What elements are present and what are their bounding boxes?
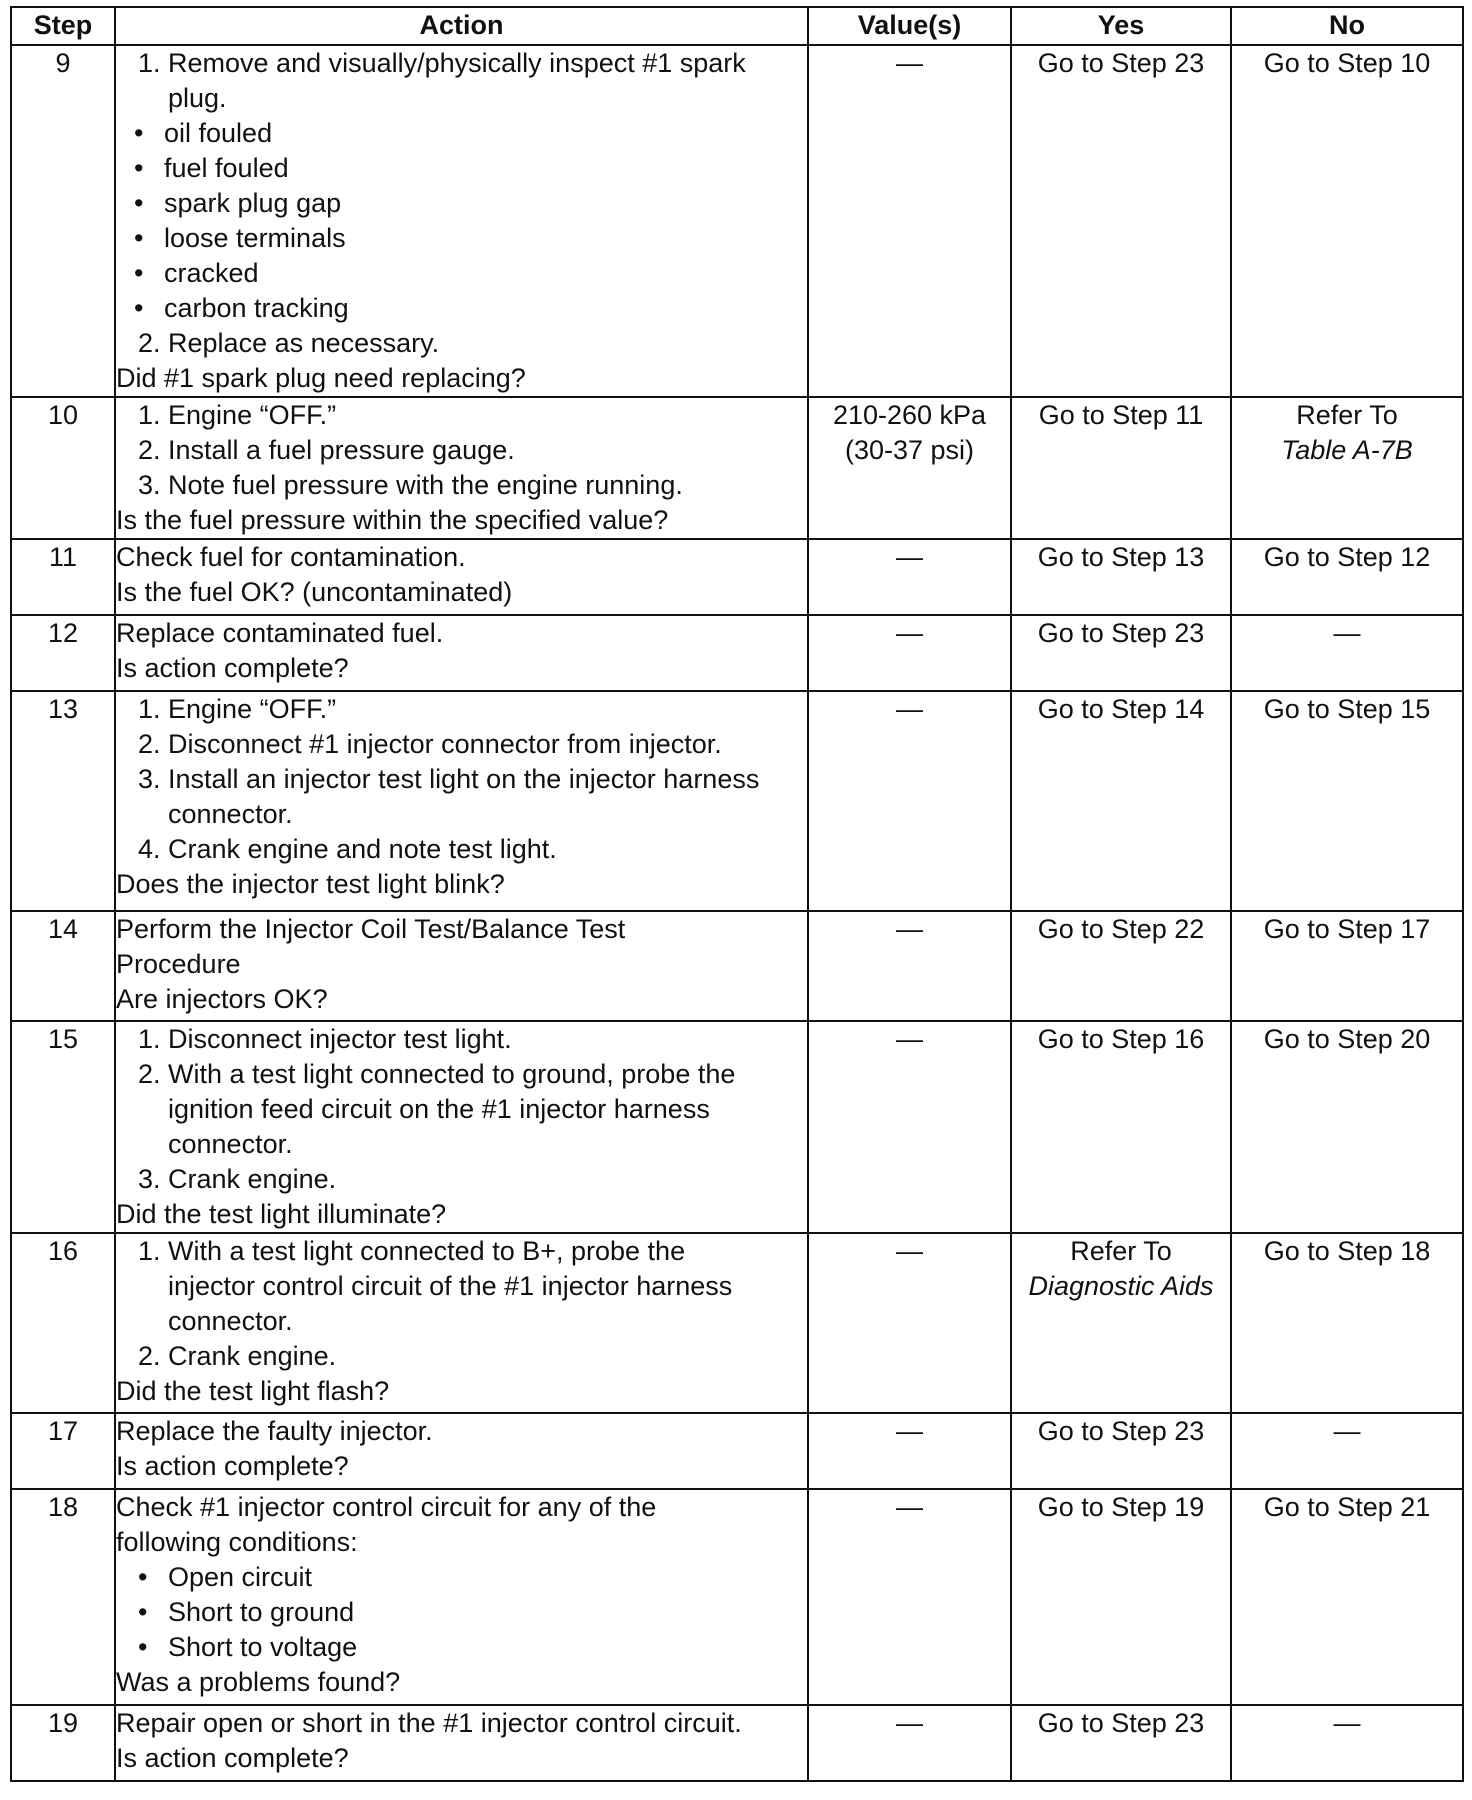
table-reference-link: Table A-7B <box>1281 435 1413 465</box>
table-row-step-17 <box>11 1413 1463 1489</box>
question-text: Was a problems found? <box>116 1667 401 1697</box>
yes-cell: Go to Step 23 <box>1011 615 1231 691</box>
no-cell: Go to Step 15 <box>1231 691 1463 911</box>
action-cell: 1. Engine “OFF.” 2. Install a fuel pressure gauge. 3. Note fuel pressure with the engine running. Is the fuel pressure within the specified value? <box>115 397 808 539</box>
table-row-step-12 <box>11 615 1463 691</box>
step-number: 12 <box>11 615 115 691</box>
table-row-step-18 <box>11 1489 1463 1705</box>
question-text: Did #1 spark plug need replacing? <box>116 363 526 393</box>
action-cell: Perform the Injector Coil Test/Balance Test Procedure Are injectors OK? <box>115 911 808 1021</box>
value-cell: — <box>808 911 1011 1021</box>
yes-cell: Go to Step 16 <box>1011 1021 1231 1233</box>
no-cell: — <box>1231 615 1463 691</box>
action-cell: Replace the faulty injector. Is action complete? <box>115 1413 808 1489</box>
no-cell: Go to Step 21 <box>1231 1489 1463 1705</box>
header-no: No <box>1231 7 1463 45</box>
no-cell: Go to Step 18 <box>1231 1233 1463 1413</box>
question-text: Did the test light illuminate? <box>116 1199 447 1229</box>
step-number: 18 <box>11 1489 115 1705</box>
question-text: Is action complete? <box>116 1451 349 1481</box>
value-cell: — <box>808 539 1011 615</box>
step-number: 19 <box>11 1705 115 1781</box>
no-cell: — <box>1231 1413 1463 1489</box>
bullet-item: • carbon tracking <box>134 293 349 323</box>
value-cell: — <box>808 1705 1011 1781</box>
yes-cell: Go to Step 23 <box>1011 45 1231 397</box>
action-cell: 1. Engine “OFF.” 2. Disconnect #1 injector connector from injector. 3. Install an injector test light on the injector harness connector. 4. Crank engine and note test light. Does the injector test light blink? <box>115 691 808 911</box>
value-cell: 210-260 kPa (30-37 psi) <box>808 397 1011 539</box>
value-cell: — <box>808 1233 1011 1413</box>
value-cell: — <box>808 1413 1011 1489</box>
no-cell: Refer To Table A-7B <box>1231 397 1463 539</box>
question-text: Does the injector test light blink? <box>116 869 505 899</box>
step-number: 14 <box>11 911 115 1021</box>
action-cell: Check #1 injector control circuit for any of the following conditions: • Open circuit • Short to ground • Short to voltage Was a problems found? <box>115 1489 808 1705</box>
bullet-item: • fuel fouled <box>134 153 289 183</box>
step-number: 16 <box>11 1233 115 1413</box>
value-cell: — <box>808 691 1011 911</box>
table-row-step-13 <box>11 691 1463 911</box>
header-values: Value(s) <box>808 7 1011 45</box>
yes-cell: Go to Step 22 <box>1011 911 1231 1021</box>
bullet-item: • oil fouled <box>134 118 273 148</box>
no-cell: — <box>1231 1705 1463 1781</box>
step-number: 9 <box>11 45 115 397</box>
action-cell: 1. Disconnect injector test light. 2. With a test light connected to ground, probe the ignition feed circuit on the #1 injector harness connector. 3. Crank engine. Did the test light illuminate? <box>115 1021 808 1233</box>
diagnostic-table <box>10 6 1464 1782</box>
yes-cell: Refer To Diagnostic Aids <box>1011 1233 1231 1413</box>
yes-cell: Go to Step 23 <box>1011 1705 1231 1781</box>
bullet-item: • Short to voltage <box>138 1632 358 1662</box>
no-cell: Go to Step 12 <box>1231 539 1463 615</box>
action-cell: 1. Remove and visually/physically inspect #1 spark plug. • oil fouled • fuel fouled • spark plug gap • loose terminals • cracked • carbon tracking 2. Replace as necessary. Did #1 spark plug need replacing? <box>115 45 808 397</box>
diagnostic-aids-reference: Diagnostic Aids <box>1028 1271 1214 1301</box>
no-cell: Go to Step 10 <box>1231 45 1463 397</box>
bullet-item: • spark plug gap <box>134 188 342 218</box>
table-row-step-14 <box>11 911 1463 1021</box>
yes-cell: Go to Step 23 <box>1011 1413 1231 1489</box>
question-text: Is the fuel pressure within the specified value? <box>116 505 669 535</box>
bullet-item: • Open circuit <box>138 1562 313 1592</box>
table-row-step-16 <box>11 1233 1463 1413</box>
no-cell: Go to Step 17 <box>1231 911 1463 1021</box>
bullet-item: • Short to ground <box>138 1597 355 1627</box>
question-text: Is the fuel OK? (uncontaminated) <box>116 577 513 607</box>
no-cell: Go to Step 20 <box>1231 1021 1463 1233</box>
table-row-step-10 <box>11 397 1463 539</box>
bullet-item: • loose terminals <box>134 223 346 253</box>
step-number: 10 <box>11 397 115 539</box>
yes-cell: Go to Step 14 <box>1011 691 1231 911</box>
table-row-step-11 <box>11 539 1463 615</box>
value-cell: — <box>808 1489 1011 1705</box>
table-row-step-19 <box>11 1705 1463 1781</box>
action-cell: Repair open or short in the #1 injector control circuit. Is action complete? <box>115 1705 808 1781</box>
yes-cell: Go to Step 13 <box>1011 539 1231 615</box>
yes-cell: Go to Step 11 <box>1011 397 1231 539</box>
header-yes: Yes <box>1011 7 1231 45</box>
table-row-step-9 <box>11 45 1463 397</box>
step-number: 13 <box>11 691 115 911</box>
question-text: Did the test light flash? <box>116 1376 390 1406</box>
step-number: 17 <box>11 1413 115 1489</box>
value-cell: — <box>808 1021 1011 1233</box>
value-cell: — <box>808 45 1011 397</box>
table-row-step-15 <box>11 1021 1463 1233</box>
action-cell: Check fuel for contamination. Is the fuel OK? (uncontaminated) <box>115 539 808 615</box>
yes-cell: Go to Step 19 <box>1011 1489 1231 1705</box>
action-cell: Replace contaminated fuel. Is action complete? <box>115 615 808 691</box>
question-text: Is action complete? <box>116 653 349 683</box>
question-text: Is action complete? <box>116 1743 349 1773</box>
question-text: Are injectors OK? <box>116 984 328 1014</box>
action-cell: 1. With a test light connected to B+, probe the injector control circuit of the #1 injector harness connector. 2. Crank engine. Did the test light flash? <box>115 1233 808 1413</box>
bullet-item: • cracked <box>134 258 259 288</box>
header-step: Step <box>11 7 115 45</box>
header-action: Action <box>115 7 808 45</box>
value-cell: — <box>808 615 1011 691</box>
header-row <box>11 7 1463 45</box>
step-number: 15 <box>11 1021 115 1233</box>
step-number: 11 <box>11 539 115 615</box>
